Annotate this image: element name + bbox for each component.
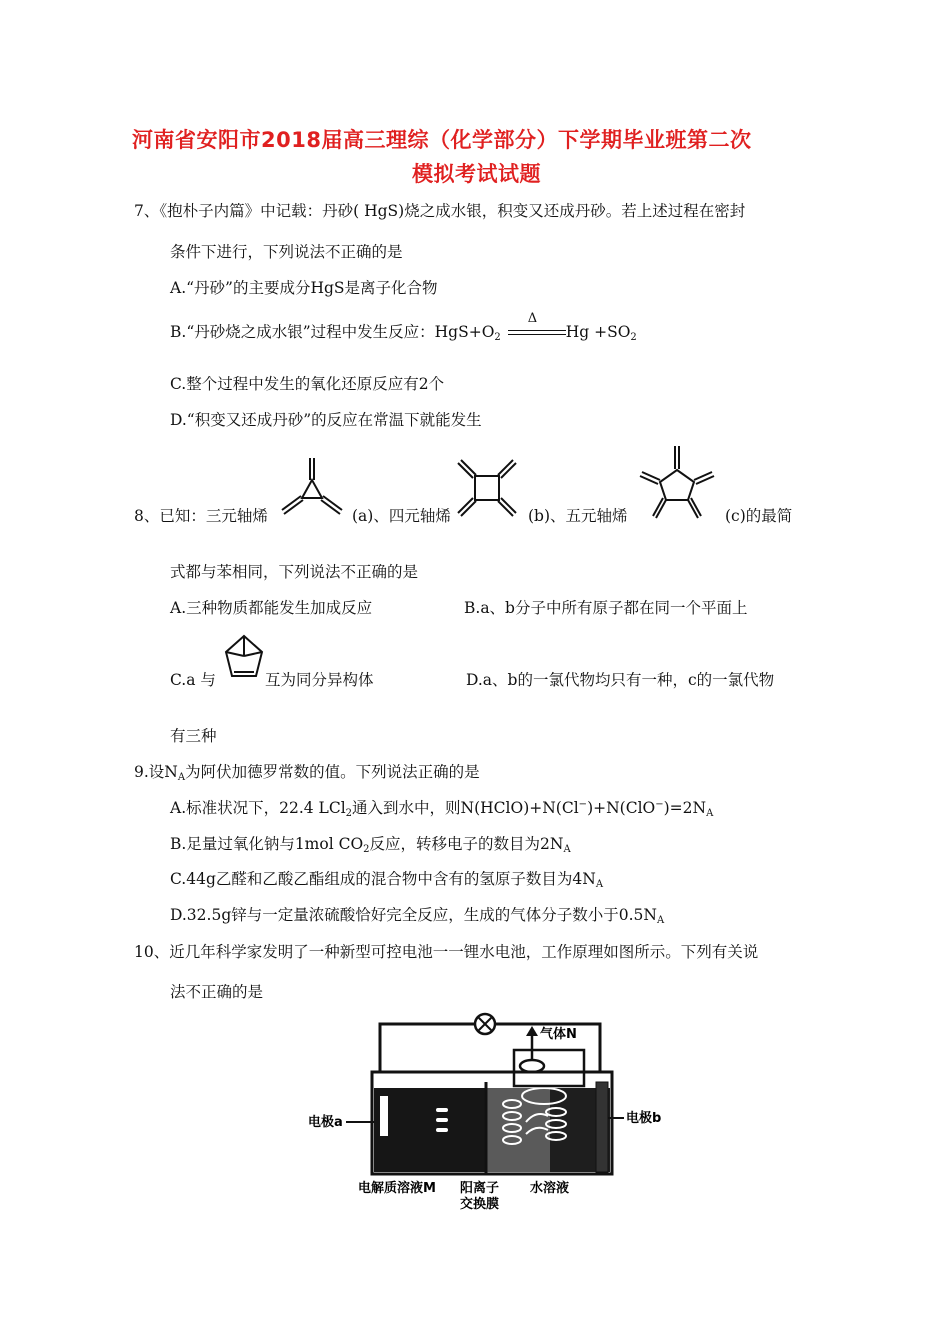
membrane-label-line2: 交换膜 [460, 1197, 500, 1212]
q7-stem-line2: 条件下进行，下列说法不正确的是 [170, 243, 403, 261]
q8-stem-part3: (b)、五元轴烯 [528, 507, 628, 525]
electrode-a-label: 电极a [308, 1115, 343, 1130]
q7-option-d: D.“积变又还成丹砂”的反应在常温下就能发生 [170, 411, 482, 429]
membrane-label-line1: 阳离子 [460, 1181, 500, 1196]
trimethylenecyclopropane-structure [272, 452, 352, 532]
bicyclic-isomer-structure [222, 632, 266, 684]
reaction-arrow [506, 311, 566, 340]
q7-option-c: C.整个过程中发生的氧化还原反应有2个 [170, 375, 445, 393]
q9-option-c: C.44g乙醛和乙酸乙酯组成的混合物中含有的氢原子数目为$4N_A$ [170, 870, 604, 890]
page-title-line2: 模拟考试试题 [412, 162, 541, 186]
pentamethylenecyclopentane-structure [636, 442, 718, 524]
q8-option-a: A.三种物质都能发生加成反应 [170, 599, 373, 617]
q8-stem-part4: (c)的最简 [725, 507, 793, 525]
q7-option-b-so2-subscript: 2 [630, 332, 637, 343]
q10-stem-line2: 法不正确的是 [170, 983, 264, 1001]
water-solution-label: 水溶液 [530, 1181, 570, 1196]
q7-stem-line1: 7、《抱朴子内篇》中记载：丹砂( HgS)烧之成水银，积变又还成丹砂。若上述过程在密封 [134, 202, 746, 220]
q8-option-b: B.a、b分子中所有原子都在同一个平面上 [464, 599, 748, 617]
q8-stem-part2: (a)、四元轴烯 [352, 507, 451, 525]
q7-option-b-products: Hg +SO [565, 323, 631, 341]
q7-option-a: A.“丹砂”的主要成分HgS是离子化合物 [170, 279, 438, 297]
q9-stem: 9.设$N_A$为阿伏加德罗常数的值。下列说法正确的是 [134, 763, 480, 783]
lithium-water-battery-diagram [300, 1012, 670, 1212]
q8-option-d: D.a、b的一氯代物均只有一种，c的一氯代物 [466, 671, 775, 689]
light-bulb-icon [475, 1014, 495, 1034]
electrolyte-m-label: 电解质溶液M [358, 1181, 436, 1196]
gas-n-label: 气体N [540, 1027, 577, 1042]
q10-stem-line1: 10、近几年科学家发明了一种新型可控电池一一锂水电池，工作原理如图所示。下列有关说 [134, 943, 759, 961]
q7-option-b [170, 311, 637, 343]
heating-condition-symbol: Δ [527, 311, 538, 326]
tetramethylenecyclobutane-structure [455, 456, 519, 522]
q7-option-b-o2-subscript: 2 [494, 332, 501, 343]
q8-option-d-continued: 有三种 [170, 727, 217, 745]
q9-option-a: A.标准状况下，22.4 LCl$_2$通入到水中，则$N(HClO)+N(Cl^-)+N(ClO^-)=2N_A$ [170, 799, 714, 819]
page-title-line1: 河南省安阳市2018届高三理综（化学部分）下学期毕业班第二次 [132, 128, 752, 152]
q8-stem-part1: 8、已知：三元轴烯 [134, 507, 268, 525]
q8-option-c-suffix: 互为同分异构体 [265, 671, 374, 689]
q8-option-c-prefix: C.a 与 [170, 671, 216, 689]
q9-option-d: D.32.5g锌与一定量浓硫酸恰好完全反应，生成的气体分子数小于$0.5N_A$ [170, 906, 665, 926]
q9-option-b: B.足量过氧化钠与1mol $CO_2$反应，转移电子的数目为$2N_A$ [170, 835, 571, 855]
q8-stem-line2: 式都与苯相同，下列说法不正确的是 [170, 563, 419, 581]
q7-option-b-reactants: B.“丹砂烧之成水银”过程中发生反应：HgS+O [170, 323, 495, 341]
electrode-b-label: 电极b [626, 1111, 662, 1126]
